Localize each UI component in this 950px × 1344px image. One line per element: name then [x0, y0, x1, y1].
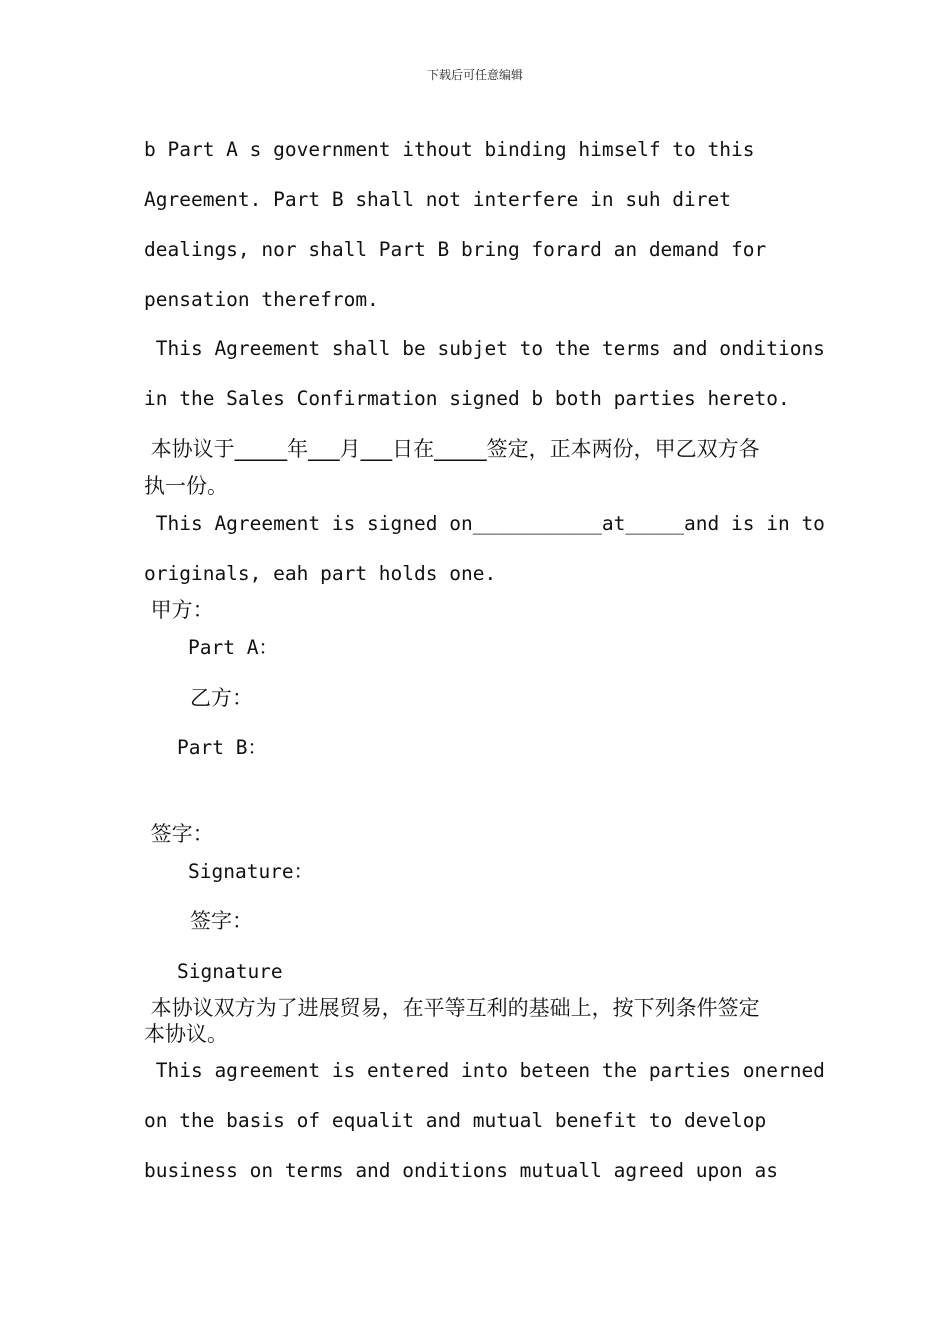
paragraph-line: originals, eah part holds one. — [144, 562, 497, 585]
chinese-line: 本协议于_____年___月___日在_____签定，正本两份，甲乙双方各 — [144, 437, 760, 461]
paragraph-line: business on terms and onditions mutuall agreed upon as — [144, 1159, 778, 1182]
paragraph-line: This Agreement is signed on___________at_____and is in to — [144, 512, 825, 535]
signature-label-en: Signature： — [188, 860, 314, 883]
page-header: 下载后可任意编辑 — [426, 68, 523, 82]
party-a-label-cn: 甲方： — [144, 598, 214, 622]
paragraph-line: This Agreement shall be subjet to the terms and onditions — [144, 337, 825, 360]
paragraph-line: Agreement. Part B shall not interfere in suh diret — [144, 188, 731, 211]
signature-label-cn: 签字： — [190, 909, 253, 933]
paragraph-line: dealings, nor shall Part B bring forard an demand for — [144, 238, 767, 261]
paragraph-line: b Part A s government ithout binding himself to this — [144, 138, 755, 161]
chinese-line: 本协议双方为了进展贸易，在平等互利的基础上，按下列条件签定 — [144, 996, 760, 1020]
signature-label-cn: 签字： — [144, 822, 214, 846]
paragraph-line: on the basis of equalit and mutual benefit to develop — [144, 1109, 767, 1132]
chinese-line: 执一份。 — [144, 474, 228, 498]
party-b-label-en: Part B： — [177, 736, 267, 759]
signature-label-en: Signature — [177, 960, 283, 983]
chinese-line: 本协议。 — [144, 1022, 228, 1046]
paragraph-line: in the Sales Confirmation signed b both parties hereto. — [144, 387, 790, 410]
party-b-label-cn: 乙方： — [190, 686, 253, 710]
party-a-label-en: Part A： — [188, 636, 278, 659]
paragraph-line: This agreement is entered into beteen the parties onerned — [144, 1059, 825, 1082]
paragraph-line: pensation therefrom. — [144, 288, 379, 311]
